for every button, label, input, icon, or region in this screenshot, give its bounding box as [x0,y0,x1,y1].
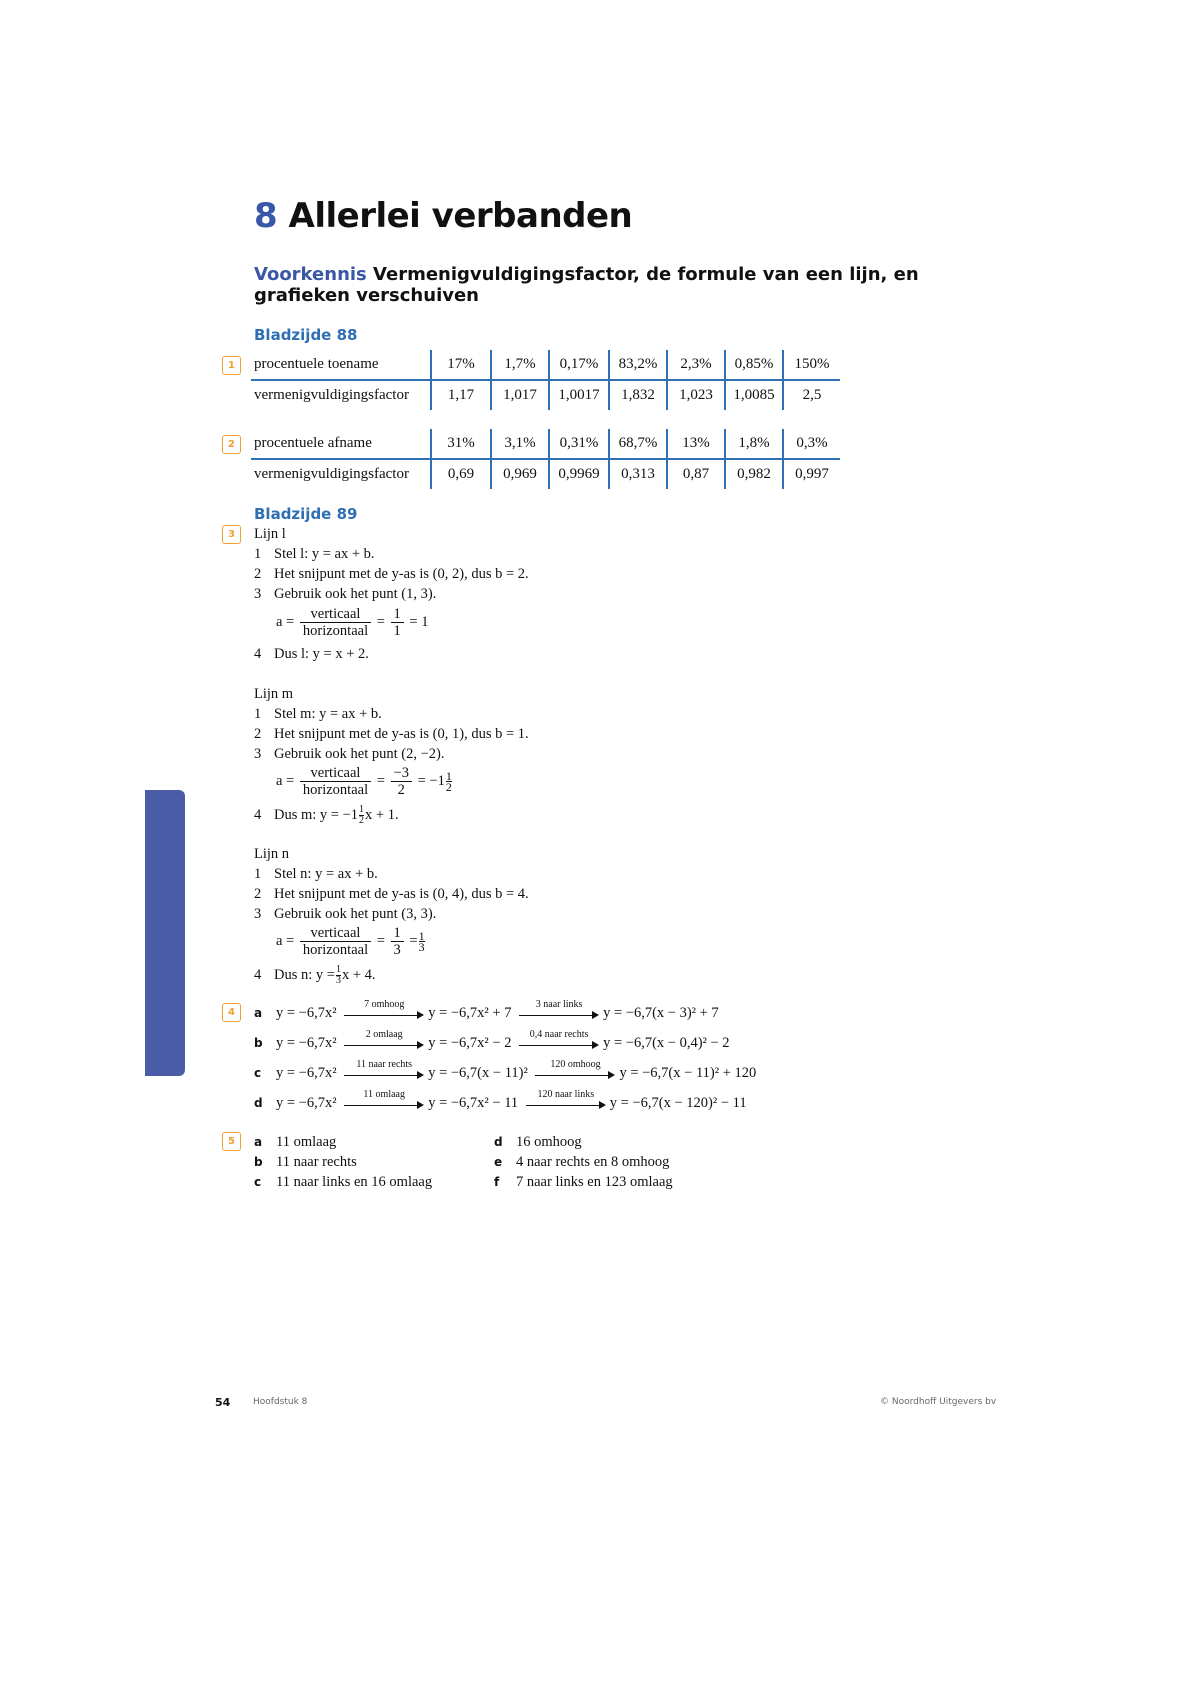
exercise-marker-1: 1 [222,356,241,375]
item-text: 11 naar links en 16 omlaag [276,1174,433,1190]
fraction-top: verticaal [300,606,371,623]
table-cell: 0,87 [667,459,725,489]
fraction-bottom: horizontaal [302,782,369,798]
row-label: vermenigvuldigingsfactor [254,387,409,403]
fraction-bottom: 3 [335,975,341,986]
section-title-text: Vermenigvuldigingsfactor, de formule van een lijn, en grafieken verschuiven [254,264,919,306]
table-cell: 1,0085 [725,380,783,410]
table-cell: 0,313 [609,459,667,489]
step-number: 2 [254,566,262,582]
fraction [359,805,364,826]
lijn-n-calc: a = $\frac{\text{verticaal}}{\text{horizontaal}}$ = $\frac{1}{3}$ = $\frac{1}{3}$ [276,925,425,958]
arrow-icon [526,1088,606,1111]
fraction [419,931,425,952]
fraction [300,606,371,639]
step-text: Dus l: y = x + 2. [274,646,369,662]
item-letter: e [494,1155,503,1169]
step-text: Het snijpunt met de y-as is (0, 2), dus b = 2. [274,566,529,582]
calc-a: a = [276,772,295,789]
fraction [300,925,371,958]
fraction [446,771,452,792]
ex4-item-d [254,1088,747,1112]
exercise-marker-3: 3 [222,525,241,544]
step-number: 4 [254,806,262,823]
item-letter: c [254,1175,262,1189]
ex5-item-a [254,1133,336,1151]
table-cell: 17% [431,350,491,380]
item-letter: a [254,1006,263,1020]
section-title [254,264,974,306]
formula: y = −6,7x² [276,1005,337,1021]
item-text: 4 naar rechts en 8 omhoog [516,1154,670,1170]
table-cell: 0,85% [725,350,783,380]
fraction-bottom: horizontaal [302,623,369,639]
calc-result: = [409,932,418,949]
fraction-top: 1 [391,925,404,942]
formula: y = −6,7x² − 11 [428,1095,519,1111]
arrow-label: 11 naar rechts [356,1058,413,1070]
table-cell: 0,969 [491,459,549,489]
formula: y = −6,7x² [276,1065,337,1081]
step-number: 2 [254,886,262,902]
lijn-m-step4 [254,805,399,826]
step-number: 1 [254,866,262,882]
arrow-icon [344,1058,424,1081]
table-cell: 1,023 [667,380,725,410]
lijn-l-title: Lijn l [254,526,286,542]
arrow-icon [519,998,599,1021]
lijn-l-step2 [254,565,529,583]
lijn-m-calc: a = $\frac{\text{verticaal}}{\text{horizontaal}}$ = $\frac{-3}{2}$ = −1 $\frac{1}{2}$ [276,765,452,798]
arrow-icon [344,1088,424,1111]
calc-a: a = [276,613,295,630]
arrow-label: 7 omhoog [364,998,405,1010]
item-text: 11 naar rechts [276,1154,357,1170]
table-cell: 13% [667,429,725,459]
step-text: Stel l: y = ax + b. [274,546,375,562]
exercise-marker-4: 4 [222,1003,241,1022]
item-letter: b [254,1155,263,1169]
lijn-l-calc: a = $\frac{\text{verticaal}}{\text{horizontaal}}$ = $\frac{1}{1}$ = 1 [276,606,429,639]
ex4-item-b [254,1028,730,1052]
item-letter: c [254,1066,262,1080]
arrow-label: 120 naar links [537,1088,595,1100]
arrow-label: 2 omlaag [365,1028,403,1040]
lijn-l-step1 [254,545,375,563]
table-cell: 1,8% [725,429,783,459]
exercise-marker-5: 5 [222,1132,241,1151]
table-cell: 150% [783,350,840,380]
arrow-label: 0,4 naar rechts [529,1028,589,1040]
fraction [336,965,341,986]
table-row [251,350,840,380]
step-text: Gebruik ook het punt (3, 3). [274,906,437,922]
section-prefix: Voorkennis [254,264,367,285]
ex4-item-c [254,1058,757,1082]
lijn-n-title: Lijn n [254,846,290,862]
ex5-item-c [254,1173,432,1191]
table-percent-decrease [251,429,840,489]
table-cell: 1,17 [431,380,491,410]
fraction-bottom: 2 [359,815,365,826]
fraction-top: 1 [418,929,425,943]
fraction-top: 1 [391,606,404,623]
lijn-n-step4 [254,965,376,986]
lijn-m-step3 [254,745,444,763]
page-heading-88: Bladzijde 88 [254,326,358,344]
fraction-top: 1 [335,964,341,975]
step-text: Stel m: y = ax + b. [274,706,382,722]
lijn-n-step3 [254,905,436,923]
table-cell: 1,017 [491,380,549,410]
table-cell: 2,3% [667,350,725,380]
fraction [300,765,371,798]
page-heading-89: Bladzijde 89 [254,505,358,523]
item-letter: f [494,1175,500,1189]
table-cell: 31% [431,429,491,459]
ex5-item-d [494,1133,582,1151]
chapter-number: 8 [254,196,278,236]
ex5-item-e [494,1153,669,1171]
step-text: Het snijpunt met de y-as is (0, 4), dus b = 4. [274,886,529,902]
arrow-label: 3 naar links [535,998,583,1010]
fraction [391,925,404,958]
page-number: 54 [215,1396,231,1409]
footer-chapter: Hoofdstuk 8 [253,1397,308,1407]
fraction-top: 1 [359,804,365,815]
table-cell: 0,69 [431,459,491,489]
step-text: Het snijpunt met de y-as is (0, 1), dus b = 1. [274,726,529,742]
row-label: procentuele afname [251,429,431,459]
step-text: Gebruik ook het punt (2, −2). [274,746,445,762]
step-number: 4 [254,966,262,983]
step-text: x + 4. [341,966,376,983]
arrow-icon [519,1028,599,1051]
item-text: 7 naar links en 123 omlaag [516,1174,673,1190]
table-cell: 0,17% [549,350,609,380]
row-label: vermenigvuldigingsfactor [254,466,409,482]
formula: y = −6,7x² − 2 [428,1035,512,1051]
table-cell: 0,997 [783,459,840,489]
formula: y = −6,7(x − 0,4)² − 2 [603,1035,730,1051]
fraction [391,765,412,798]
arrow-icon [344,1028,424,1051]
table-row [251,380,840,410]
arrow-label: 120 omhoog [550,1058,601,1070]
table-cell: 1,0017 [549,380,609,410]
footer-copyright: © Noordhoff Uitgevers bv [880,1397,997,1407]
step-number: 4 [254,646,262,662]
chapter-side-tab [145,790,185,1076]
fraction-top: verticaal [300,765,371,782]
step-text: x + 1. [365,806,399,823]
fraction-bottom: 2 [397,782,405,798]
table-cell: 1,832 [609,380,667,410]
table-cell: 0,982 [725,459,783,489]
lijn-m-title: Lijn m [254,686,294,702]
ex5-item-b [254,1153,357,1171]
table-cell: 0,3% [783,429,840,459]
formula: y = −6,7(x − 11)² + 120 [619,1065,757,1081]
table-cell: 3,1% [491,429,549,459]
step-number: 3 [254,906,262,922]
lijn-m-step2 [254,725,529,743]
lijn-n-step2 [254,885,529,903]
step-number: 3 [254,586,262,602]
table-cell: 2,5 [783,380,840,410]
fraction-bottom: horizontaal [302,942,369,958]
arrow-label: 11 omlaag [363,1088,405,1100]
table-cell: 1,7% [491,350,549,380]
item-letter: b [254,1036,263,1050]
chapter-title [254,196,632,236]
arrow-icon [535,1058,615,1081]
calc-result: = 1 [409,613,429,630]
item-letter: a [254,1135,263,1149]
item-text: 16 omhoog [516,1134,582,1150]
item-letter: d [254,1096,263,1110]
formula: y = −6,7x² [276,1095,337,1111]
table-cell: 68,7% [609,429,667,459]
step-number: 1 [254,546,262,562]
step-text: Dus m: y = −1 [274,806,359,823]
fraction-top: −3 [391,765,412,782]
formula: y = −6,7(x − 3)² + 7 [603,1005,719,1021]
fraction-bottom: 1 [393,623,401,639]
formula: y = −6,7(x − 120)² − 11 [609,1095,747,1111]
exercise-marker-2: 2 [222,435,241,454]
fraction-top: 1 [445,769,452,783]
table-cell: 83,2% [609,350,667,380]
step-number: 2 [254,726,262,742]
fraction-bottom: 3 [418,940,425,954]
step-text: Dus n: y = [274,966,335,983]
ex4-item-a [254,998,719,1022]
fraction-bottom: 2 [445,780,452,794]
formula: y = −6,7x² [276,1035,337,1051]
step-number: 1 [254,706,262,722]
fraction-top: verticaal [300,925,371,942]
calc-result: = −1 [417,772,445,789]
table-percent-increase [251,350,840,410]
lijn-n-step1 [254,865,378,883]
chapter-title-text: Allerlei verbanden [288,196,633,236]
ex5-item-f [494,1173,673,1191]
formula: y = −6,7(x − 11)² [428,1065,528,1081]
table-row [251,459,840,489]
item-letter: d [494,1135,503,1149]
fraction [391,606,404,639]
lijn-l-step3 [254,585,436,603]
item-text: 11 omlaag [276,1134,337,1150]
table-cell: 0,31% [549,429,609,459]
arrow-icon [344,998,424,1021]
row-label: procentuele toename [251,350,431,380]
lijn-l-step4 [254,645,369,663]
lijn-m-step1 [254,705,382,723]
formula: y = −6,7x² + 7 [428,1005,512,1021]
step-number: 3 [254,746,262,762]
table-cell: 0,9969 [549,459,609,489]
fraction-bottom: 3 [393,942,401,958]
calc-a: a = [276,932,295,949]
step-text: Stel n: y = ax + b. [274,866,378,882]
step-text: Gebruik ook het punt (1, 3). [274,586,437,602]
table-row [251,429,840,459]
